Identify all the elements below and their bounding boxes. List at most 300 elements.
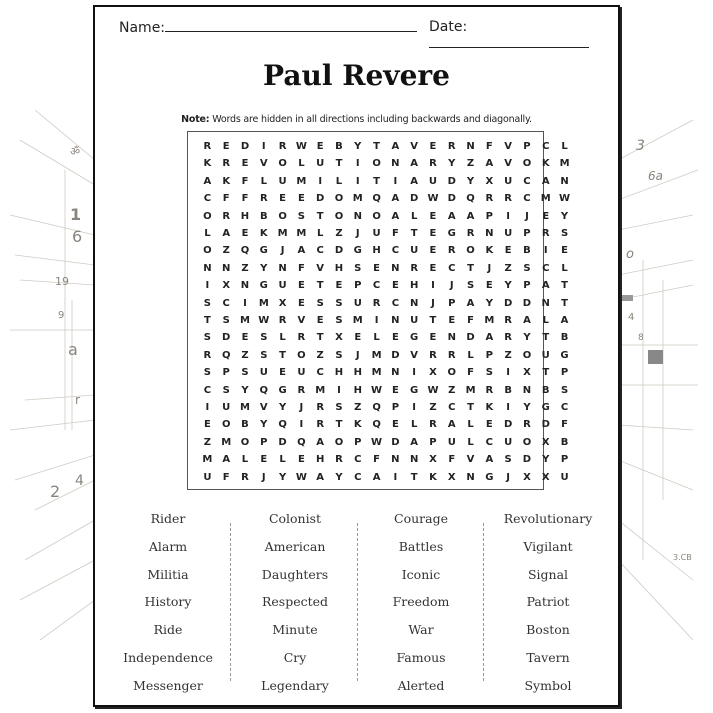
- grid-letter[interactable]: E: [485, 419, 493, 431]
- grid-letter[interactable]: C: [448, 262, 456, 274]
- grid-letter[interactable]: S: [203, 332, 211, 344]
- grid-letter[interactable]: O: [278, 158, 287, 170]
- grid-letter[interactable]: L: [373, 332, 380, 344]
- grid-letter[interactable]: Y: [504, 280, 512, 292]
- grid-letter[interactable]: W: [371, 384, 383, 396]
- grid-letter[interactable]: I: [299, 419, 304, 431]
- grid-letter[interactable]: F: [241, 175, 249, 187]
- grid-letter[interactable]: E: [429, 332, 437, 344]
- grid-letter[interactable]: L: [298, 158, 305, 170]
- grid-letter[interactable]: E: [504, 245, 512, 257]
- grid-letter[interactable]: F: [561, 419, 568, 431]
- grid-letter[interactable]: I: [506, 210, 511, 222]
- grid-letter[interactable]: H: [353, 384, 362, 396]
- grid-letter[interactable]: G: [541, 402, 550, 413]
- grid-letter[interactable]: U: [410, 315, 419, 326]
- grid-letter[interactable]: S: [241, 367, 249, 379]
- grid-letter[interactable]: F: [467, 315, 474, 326]
- grid-letter[interactable]: G: [560, 349, 569, 361]
- grid-letter[interactable]: I: [431, 280, 435, 292]
- grid-letter[interactable]: V: [316, 262, 325, 274]
- grid-letter[interactable]: A: [410, 175, 419, 187]
- grid-letter[interactable]: U: [259, 367, 268, 379]
- grid-letter[interactable]: Z: [335, 228, 343, 239]
- grid-letter[interactable]: Q: [372, 402, 381, 413]
- grid-letter[interactable]: C: [485, 436, 494, 448]
- grid-letter[interactable]: T: [316, 332, 324, 344]
- grid-letter[interactable]: A: [203, 175, 212, 187]
- grid-letter[interactable]: V: [297, 315, 306, 326]
- grid-letter[interactable]: N: [391, 158, 400, 170]
- grid-letter[interactable]: S: [203, 367, 211, 379]
- grid-letter[interactable]: B: [560, 436, 569, 448]
- grid-letter[interactable]: W: [559, 193, 571, 205]
- grid-letter[interactable]: P: [523, 280, 531, 292]
- grid-letter[interactable]: T: [373, 141, 380, 152]
- grid-letter[interactable]: D: [334, 245, 344, 257]
- grid-letter[interactable]: T: [279, 349, 286, 361]
- grid-letter[interactable]: O: [372, 210, 381, 222]
- grid-letter[interactable]: Z: [504, 349, 512, 361]
- grid-letter[interactable]: M: [352, 193, 363, 205]
- grid-letter[interactable]: P: [354, 280, 362, 292]
- grid-letter[interactable]: U: [504, 228, 513, 239]
- grid-letter[interactable]: K: [203, 158, 212, 170]
- grid-letter[interactable]: R: [447, 245, 456, 257]
- grid-letter[interactable]: V: [504, 141, 513, 152]
- grid-letter[interactable]: K: [353, 419, 362, 431]
- grid-letter[interactable]: I: [355, 175, 360, 187]
- grid-letter[interactable]: L: [204, 228, 211, 239]
- grid-letter[interactable]: M: [371, 349, 382, 361]
- grid-letter[interactable]: S: [523, 262, 531, 274]
- grid-letter[interactable]: P: [354, 436, 362, 448]
- grid-letter[interactable]: D: [278, 436, 287, 448]
- grid-letter[interactable]: F: [297, 262, 305, 274]
- grid-letter[interactable]: W: [427, 384, 439, 396]
- grid-letter[interactable]: Z: [241, 262, 249, 274]
- grid-letter[interactable]: C: [372, 280, 381, 292]
- grid-letter[interactable]: A: [297, 245, 306, 257]
- grid-letter[interactable]: N: [391, 262, 400, 274]
- grid-letter[interactable]: R: [372, 297, 381, 309]
- grid-letter[interactable]: A: [466, 297, 475, 309]
- grid-letter[interactable]: S: [485, 367, 493, 379]
- grid-letter[interactable]: D: [316, 193, 325, 205]
- grid-letter[interactable]: V: [259, 402, 268, 413]
- grid-letter[interactable]: C: [222, 297, 230, 309]
- grid-letter[interactable]: M: [484, 315, 495, 326]
- grid-letter[interactable]: H: [372, 245, 381, 257]
- grid-letter[interactable]: E: [316, 141, 324, 152]
- grid-letter[interactable]: L: [467, 419, 474, 431]
- grid-letter[interactable]: L: [316, 228, 324, 239]
- grid-letter[interactable]: N: [541, 297, 550, 309]
- grid-letter[interactable]: Z: [429, 402, 437, 413]
- grid-letter[interactable]: L: [467, 436, 474, 448]
- grid-letter[interactable]: U: [504, 175, 513, 187]
- grid-letter[interactable]: D: [447, 193, 456, 205]
- grid-letter[interactable]: D: [503, 297, 513, 309]
- grid-letter[interactable]: O: [522, 349, 532, 361]
- grid-letter[interactable]: U: [372, 228, 381, 239]
- grid-letter[interactable]: S: [560, 228, 569, 239]
- grid-letter[interactable]: E: [429, 210, 437, 222]
- grid-letter[interactable]: S: [222, 315, 230, 326]
- grid-letter[interactable]: W: [295, 471, 307, 483]
- grid-letter[interactable]: I: [393, 471, 398, 483]
- grid-letter[interactable]: I: [412, 367, 417, 379]
- grid-letter[interactable]: I: [412, 402, 417, 413]
- grid-letter[interactable]: E: [429, 228, 437, 239]
- grid-letter[interactable]: T: [467, 262, 474, 274]
- grid-letter[interactable]: X: [523, 471, 531, 483]
- grid-letter[interactable]: G: [447, 228, 456, 239]
- grid-letter[interactable]: E: [391, 384, 399, 396]
- grid-letter[interactable]: R: [316, 419, 325, 431]
- grid-letter[interactable]: R: [504, 193, 512, 205]
- grid-letter[interactable]: V: [259, 158, 268, 170]
- grid-letter[interactable]: F: [485, 141, 493, 152]
- grid-letter[interactable]: P: [523, 141, 531, 152]
- grid-letter[interactable]: E: [260, 454, 268, 466]
- grid-letter[interactable]: L: [241, 454, 249, 466]
- grid-letter[interactable]: M: [315, 384, 326, 396]
- grid-letter[interactable]: O: [334, 193, 344, 205]
- grid-letter[interactable]: P: [448, 297, 456, 309]
- grid-letter[interactable]: I: [355, 158, 360, 170]
- grid-letter[interactable]: I: [205, 402, 210, 413]
- grid-letter[interactable]: N: [409, 454, 419, 466]
- grid-letter[interactable]: S: [260, 332, 268, 344]
- grid-letter[interactable]: S: [504, 454, 512, 466]
- grid-letter[interactable]: Z: [504, 262, 512, 274]
- grid-letter[interactable]: G: [353, 245, 362, 257]
- grid-letter[interactable]: O: [203, 210, 212, 222]
- grid-letter[interactable]: N: [409, 297, 419, 309]
- grid-letter[interactable]: B: [335, 141, 343, 152]
- grid-letter[interactable]: F: [391, 228, 399, 239]
- grid-letter[interactable]: A: [391, 210, 400, 222]
- grid-letter[interactable]: K: [222, 175, 231, 187]
- grid-letter[interactable]: M: [221, 436, 232, 448]
- grid-letter[interactable]: R: [241, 471, 249, 483]
- grid-letter[interactable]: E: [391, 280, 399, 292]
- grid-letter[interactable]: O: [466, 245, 475, 257]
- grid-letter[interactable]: F: [222, 471, 230, 483]
- grid-letter[interactable]: T: [542, 367, 550, 379]
- grid-letter[interactable]: A: [560, 315, 569, 326]
- grid-letter[interactable]: H: [240, 210, 250, 222]
- grid-letter[interactable]: U: [353, 297, 362, 309]
- grid-letter[interactable]: Q: [278, 419, 287, 431]
- grid-letter[interactable]: I: [337, 384, 341, 396]
- grid-letter[interactable]: A: [541, 175, 550, 187]
- grid-letter[interactable]: Y: [260, 419, 268, 431]
- grid-letter[interactable]: X: [429, 367, 437, 379]
- grid-letter[interactable]: D: [240, 141, 250, 152]
- grid-letter[interactable]: J: [280, 245, 285, 257]
- grid-letter[interactable]: R: [335, 454, 343, 466]
- grid-letter[interactable]: E: [279, 367, 286, 379]
- grid-letter[interactable]: R: [429, 158, 437, 170]
- grid-letter[interactable]: A: [391, 193, 400, 205]
- grid-letter[interactable]: X: [541, 471, 550, 483]
- grid-letter[interactable]: D: [222, 332, 231, 344]
- grid-letter[interactable]: L: [467, 349, 474, 361]
- grid-letter[interactable]: S: [316, 297, 324, 309]
- grid-letter[interactable]: J: [506, 471, 511, 483]
- grid-letter[interactable]: X: [278, 297, 287, 309]
- grid-letter[interactable]: R: [278, 141, 287, 152]
- grid-letter[interactable]: N: [203, 262, 212, 274]
- grid-letter[interactable]: P: [485, 349, 494, 361]
- grid-letter[interactable]: S: [335, 315, 343, 326]
- grid-letter[interactable]: I: [393, 175, 398, 187]
- grid-letter[interactable]: U: [222, 402, 231, 413]
- grid-letter[interactable]: C: [523, 175, 531, 187]
- grid-letter[interactable]: Q: [240, 245, 250, 257]
- grid-letter[interactable]: U: [560, 471, 569, 483]
- grid-letter[interactable]: I: [205, 280, 210, 292]
- grid-letter[interactable]: Y: [466, 175, 475, 187]
- grid-letter[interactable]: O: [334, 210, 344, 222]
- grid-letter[interactable]: L: [335, 175, 343, 187]
- grid-letter[interactable]: R: [447, 349, 456, 361]
- grid-letter[interactable]: P: [429, 436, 437, 448]
- grid-letter[interactable]: Q: [259, 384, 269, 396]
- date-blank-line[interactable]: [429, 35, 589, 48]
- grid-letter[interactable]: C: [542, 141, 550, 152]
- grid-letter[interactable]: C: [316, 245, 324, 257]
- grid-letter[interactable]: R: [504, 315, 512, 326]
- grid-letter[interactable]: T: [410, 228, 418, 239]
- grid-letter[interactable]: O: [334, 436, 344, 448]
- grid-letter[interactable]: Y: [278, 471, 287, 483]
- grid-letter[interactable]: E: [373, 262, 380, 274]
- grid-letter[interactable]: L: [561, 141, 568, 152]
- grid-letter[interactable]: O: [372, 158, 381, 170]
- grid-letter[interactable]: U: [541, 349, 550, 361]
- grid-letter[interactable]: G: [485, 471, 494, 483]
- grid-letter[interactable]: I: [506, 367, 511, 379]
- grid-letter[interactable]: S: [335, 349, 343, 361]
- grid-letter[interactable]: M: [202, 454, 213, 466]
- grid-letter[interactable]: J: [355, 228, 360, 239]
- grid-letter[interactable]: C: [316, 367, 324, 379]
- grid-letter[interactable]: K: [541, 158, 550, 170]
- grid-letter[interactable]: R: [504, 332, 512, 344]
- grid-letter[interactable]: I: [318, 175, 323, 187]
- grid-letter[interactable]: N: [485, 228, 494, 239]
- grid-letter[interactable]: Q: [221, 349, 231, 361]
- grid-letter[interactable]: R: [297, 332, 306, 344]
- grid-letter[interactable]: M: [540, 193, 551, 205]
- grid-letter[interactable]: N: [391, 315, 400, 326]
- grid-letter[interactable]: R: [222, 158, 231, 170]
- grid-letter[interactable]: L: [561, 262, 568, 274]
- grid-letter[interactable]: B: [241, 419, 249, 431]
- grid-letter[interactable]: U: [316, 158, 325, 170]
- grid-letter[interactable]: Z: [448, 384, 456, 396]
- grid-letter[interactable]: E: [241, 158, 249, 170]
- grid-letter[interactable]: N: [222, 262, 231, 274]
- grid-letter[interactable]: Z: [316, 349, 324, 361]
- grid-letter[interactable]: P: [560, 367, 569, 379]
- grid-letter[interactable]: U: [504, 436, 513, 448]
- grid-letter[interactable]: E: [297, 454, 305, 466]
- grid-letter[interactable]: R: [410, 262, 419, 274]
- grid-letter[interactable]: J: [431, 297, 435, 309]
- grid-letter[interactable]: T: [410, 471, 418, 483]
- grid-letter[interactable]: Z: [466, 158, 475, 170]
- grid-letter[interactable]: E: [448, 315, 456, 326]
- grid-letter[interactable]: Y: [448, 158, 456, 170]
- grid-letter[interactable]: M: [352, 315, 363, 326]
- grid-letter[interactable]: M: [240, 402, 250, 413]
- grid-letter[interactable]: G: [278, 384, 287, 396]
- grid-letter[interactable]: A: [316, 471, 325, 483]
- grid-letter[interactable]: A: [410, 436, 419, 448]
- grid-letter[interactable]: S: [466, 280, 475, 292]
- grid-letter[interactable]: L: [260, 175, 267, 187]
- grid-letter[interactable]: A: [222, 454, 231, 466]
- grid-letter[interactable]: L: [410, 419, 418, 431]
- grid-letter[interactable]: D: [541, 419, 550, 431]
- grid-letter[interactable]: N: [391, 367, 400, 379]
- grid-letter[interactable]: V: [466, 454, 475, 466]
- grid-letter[interactable]: N: [353, 210, 362, 222]
- grid-letter[interactable]: N: [466, 141, 475, 152]
- grid-letter[interactable]: W: [371, 436, 383, 448]
- grid-letter[interactable]: E: [542, 210, 550, 222]
- grid-letter[interactable]: M: [240, 315, 250, 326]
- grid-letter[interactable]: E: [429, 245, 437, 257]
- grid-letter[interactable]: O: [221, 419, 231, 431]
- grid-letter[interactable]: E: [316, 315, 324, 326]
- grid-letter[interactable]: A: [447, 210, 456, 222]
- grid-letter[interactable]: S: [560, 384, 569, 396]
- grid-letter[interactable]: N: [278, 262, 287, 274]
- grid-letter[interactable]: O: [297, 349, 306, 361]
- grid-letter[interactable]: R: [429, 419, 437, 431]
- grid-letter[interactable]: F: [373, 454, 380, 466]
- grid-letter[interactable]: A: [316, 436, 325, 448]
- grid-letter[interactable]: B: [560, 332, 569, 344]
- grid-letter[interactable]: M: [277, 228, 288, 239]
- grid-letter[interactable]: L: [279, 332, 286, 344]
- grid-letter[interactable]: R: [203, 349, 212, 361]
- grid-letter[interactable]: Y: [523, 402, 531, 413]
- grid-letter[interactable]: I: [243, 297, 247, 309]
- grid-letter[interactable]: P: [260, 436, 268, 448]
- grid-letter[interactable]: J: [261, 471, 266, 483]
- grid-letter[interactable]: T: [203, 315, 211, 326]
- grid-letter[interactable]: U: [428, 175, 438, 187]
- grid-letter[interactable]: Q: [297, 436, 306, 448]
- grid-letter[interactable]: T: [561, 280, 568, 292]
- grid-letter[interactable]: Q: [466, 193, 475, 205]
- grid-letter[interactable]: U: [297, 367, 306, 379]
- grid-letter[interactable]: A: [222, 228, 231, 239]
- grid-letter[interactable]: M: [465, 384, 476, 396]
- grid-letter[interactable]: R: [278, 315, 287, 326]
- grid-letter[interactable]: H: [334, 367, 344, 379]
- grid-letter[interactable]: E: [297, 193, 305, 205]
- grid-letter[interactable]: R: [447, 141, 456, 152]
- grid-letter[interactable]: K: [429, 471, 437, 483]
- grid-letter[interactable]: J: [355, 349, 360, 361]
- grid-letter[interactable]: N: [391, 454, 400, 466]
- grid-letter[interactable]: Z: [354, 402, 362, 413]
- grid-letter[interactable]: O: [203, 245, 212, 257]
- grid-letter[interactable]: U: [203, 471, 212, 483]
- grid-letter[interactable]: W: [295, 141, 307, 152]
- grid-letter[interactable]: N: [560, 175, 569, 187]
- grid-letter[interactable]: U: [410, 245, 419, 257]
- grid-letter[interactable]: I: [261, 141, 266, 152]
- grid-letter[interactable]: Z: [241, 349, 249, 361]
- grid-letter[interactable]: H: [409, 280, 419, 292]
- grid-letter[interactable]: A: [410, 158, 419, 170]
- grid-letter[interactable]: E: [561, 245, 568, 257]
- grid-letter[interactable]: M: [371, 367, 382, 379]
- grid-letter[interactable]: Y: [354, 141, 362, 152]
- grid-letter[interactable]: V: [410, 349, 419, 361]
- grid-letter[interactable]: T: [373, 175, 380, 187]
- grid-letter[interactable]: E: [391, 332, 399, 344]
- grid-letter[interactable]: A: [485, 454, 494, 466]
- grid-letter[interactable]: E: [279, 193, 286, 205]
- grid-letter[interactable]: F: [467, 367, 474, 379]
- grid-letter[interactable]: J: [299, 402, 304, 413]
- grid-letter[interactable]: C: [391, 297, 400, 309]
- grid-letter[interactable]: C: [448, 402, 456, 413]
- grid-letter[interactable]: A: [541, 280, 550, 292]
- grid-letter[interactable]: O: [240, 436, 250, 448]
- grid-letter[interactable]: I: [543, 245, 548, 257]
- grid-letter[interactable]: D: [410, 193, 419, 205]
- grid-letter[interactable]: I: [506, 402, 511, 413]
- grid-letter[interactable]: Y: [241, 384, 249, 396]
- grid-letter[interactable]: C: [354, 454, 362, 466]
- grid-letter[interactable]: X: [541, 436, 550, 448]
- grid-letter[interactable]: Y: [278, 402, 287, 413]
- grid-letter[interactable]: T: [335, 419, 343, 431]
- grid-letter[interactable]: G: [259, 280, 268, 292]
- grid-letter[interactable]: Y: [335, 471, 343, 483]
- grid-letter[interactable]: M: [559, 158, 570, 170]
- grid-letter[interactable]: P: [391, 402, 400, 413]
- grid-letter[interactable]: R: [203, 141, 212, 152]
- grid-letter[interactable]: L: [410, 210, 418, 222]
- grid-letter[interactable]: X: [222, 280, 231, 292]
- grid-letter[interactable]: D: [466, 332, 475, 344]
- grid-letter[interactable]: P: [523, 228, 531, 239]
- grid-letter[interactable]: R: [485, 193, 494, 205]
- grid-letter[interactable]: C: [354, 471, 362, 483]
- grid-letter[interactable]: E: [335, 280, 343, 292]
- grid-letter[interactable]: V: [410, 141, 419, 152]
- grid-letter[interactable]: N: [522, 384, 532, 396]
- grid-letter[interactable]: U: [447, 436, 456, 448]
- grid-letter[interactable]: E: [203, 419, 211, 431]
- grid-letter[interactable]: E: [485, 280, 493, 292]
- grid-letter[interactable]: N: [466, 471, 475, 483]
- grid-letter[interactable]: R: [541, 228, 550, 239]
- grid-letter[interactable]: Y: [260, 262, 268, 274]
- grid-letter[interactable]: A: [447, 419, 456, 431]
